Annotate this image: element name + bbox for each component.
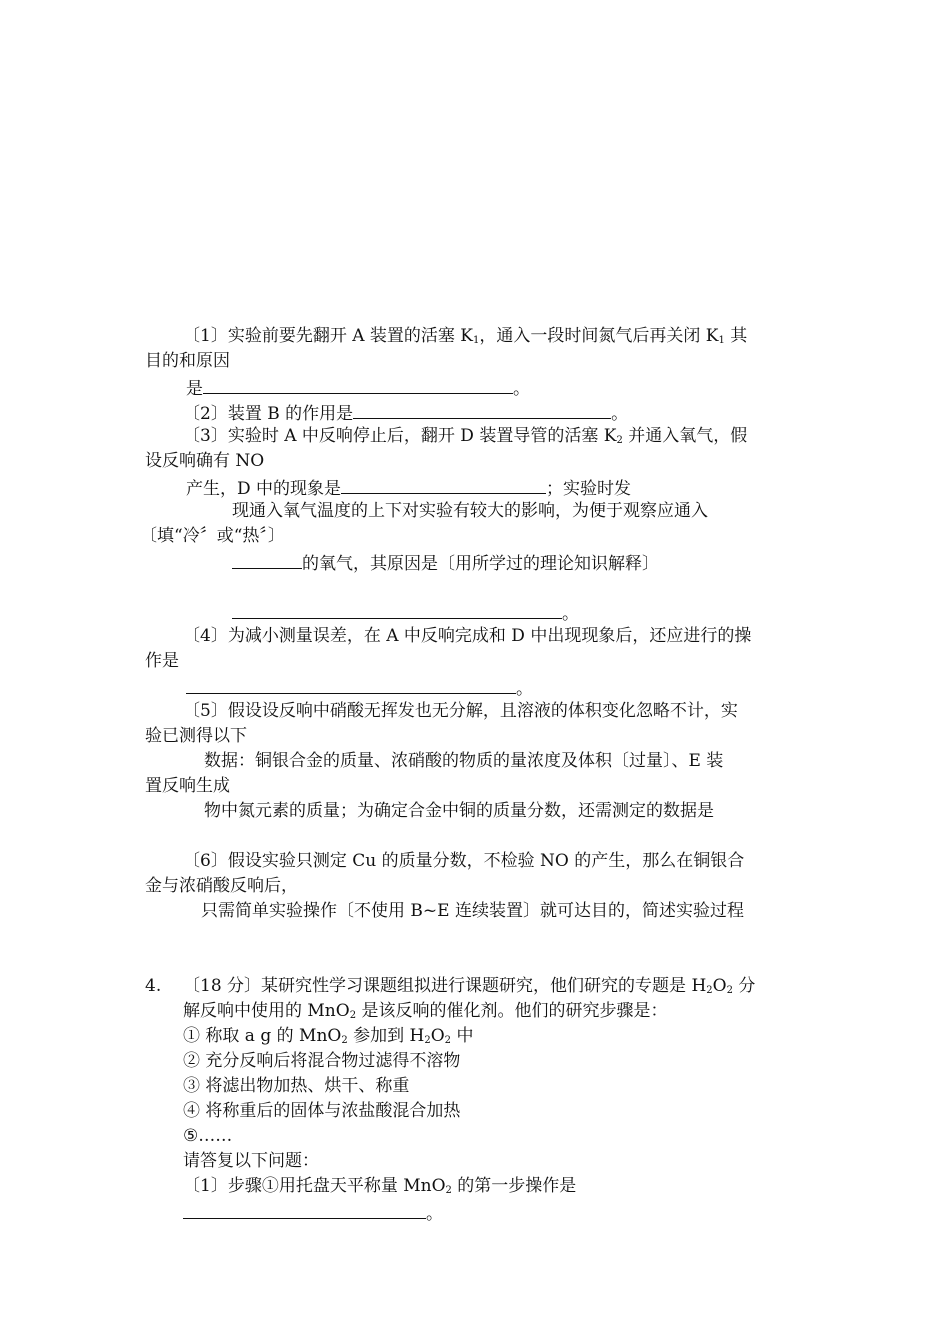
- q4-line2: 作是: [145, 651, 179, 671]
- answer-blank[interactable]: [232, 550, 302, 569]
- q1-line1: 〔1〕实验前要先翻开 A 装置的活塞 $K_1$，通入一段时间氮气后再关闭 $K_1$ 其: [183, 326, 748, 346]
- answer-blank[interactable]: [183, 1200, 426, 1219]
- problem4-number: 4.: [145, 976, 162, 996]
- problem4-step1: ① 称取 a g 的 MnO$_2$ 参加到 $H_2O_2$ 中: [183, 1026, 474, 1046]
- q5-line4: 置反响生成: [145, 776, 230, 796]
- problem4-step5: ⑤……: [183, 1126, 233, 1146]
- q5-line3: 数据：铜银合金的质量、浓硝酸的物质的量浓度及体积〔过量〕、E 装: [204, 751, 724, 771]
- q2-line1: 〔2〕装置 B 的作用是 。: [183, 400, 628, 425]
- q3-line7: 。: [232, 600, 579, 625]
- answer-blank[interactable]: [186, 675, 516, 694]
- q3-line5: 〔填“冷〞或“热〞〕: [140, 526, 285, 546]
- q3-line6: 的氧气，其原因是〔用所学过的理论知识解释〕: [232, 550, 659, 575]
- problem4-sub1: 〔1〕步骤①用托盘天平称量 MnO$_2$ 的第一步操作是: [183, 1176, 577, 1196]
- problem4-step4: ④ 将称重后的固体与浓盐酸混合加热: [183, 1101, 461, 1121]
- q5-line5: 物中氮元素的质量；为确定合金中铜的质量分数，还需测定的数据是: [204, 801, 714, 821]
- q3-line3: 产生，D 中的现象是 ；实验时发: [186, 475, 631, 500]
- q5-line2: 验已测得以下: [145, 726, 247, 746]
- problem4-step2: ② 充分反响后将混合物过滤得不溶物: [183, 1051, 461, 1071]
- problem4-prompt: 请答复以下问题：: [183, 1151, 319, 1171]
- problem4-sub1-answer: 。: [183, 1200, 443, 1225]
- problem4-step3: ③ 将滤出物加热、烘干、称重: [183, 1076, 410, 1096]
- q4-line3: 。: [186, 675, 533, 700]
- q6-line3: 只需简单实验操作〔不使用 B~E 连续装置〕就可达目的，简述实验过程: [201, 901, 744, 921]
- q3-line4: 现通入氧气温度的上下对实验有较大的影响，为便于观察应通入: [232, 501, 708, 521]
- problem4-intro1: 〔18 分〕某研究性学习课题组拟进行课题研究，他们研究的专题是 $H_2O_2$ 分: [183, 976, 756, 996]
- q1-line3: 是 。: [186, 375, 530, 400]
- answer-blank[interactable]: [203, 375, 513, 394]
- answer-blank[interactable]: [232, 600, 562, 619]
- q6-line2: 金与浓硝酸反响后，: [145, 876, 298, 896]
- q3-line1: 〔3〕实验时 A 中反响停止后，翻开 D 装置导管的活塞 $K_2$ 并通入氧气，假: [183, 426, 748, 446]
- q4-line1: 〔4〕为减小测量误差，在 A 中反响完成和 D 中出现现象后，还应进行的操: [183, 626, 752, 646]
- q5-line1: 〔5〕假设设反响中硝酸无挥发也无分解，且溶液的体积变化忽略不计，实: [183, 701, 738, 721]
- q6-line1: 〔6〕假设实验只测定 Cu 的质量分数，不检验 NO 的产生，那么在铜银合: [183, 851, 745, 871]
- q3-line2: 设反响确有 NO: [145, 451, 265, 471]
- answer-blank[interactable]: [341, 475, 546, 494]
- problem4-intro2: 解反响中使用的 MnO$_2$ 是该反响的催化剂。他们的研究步骤是：: [183, 1001, 668, 1021]
- answer-blank[interactable]: [353, 400, 611, 419]
- q1-line2: 目的和原因: [145, 351, 230, 371]
